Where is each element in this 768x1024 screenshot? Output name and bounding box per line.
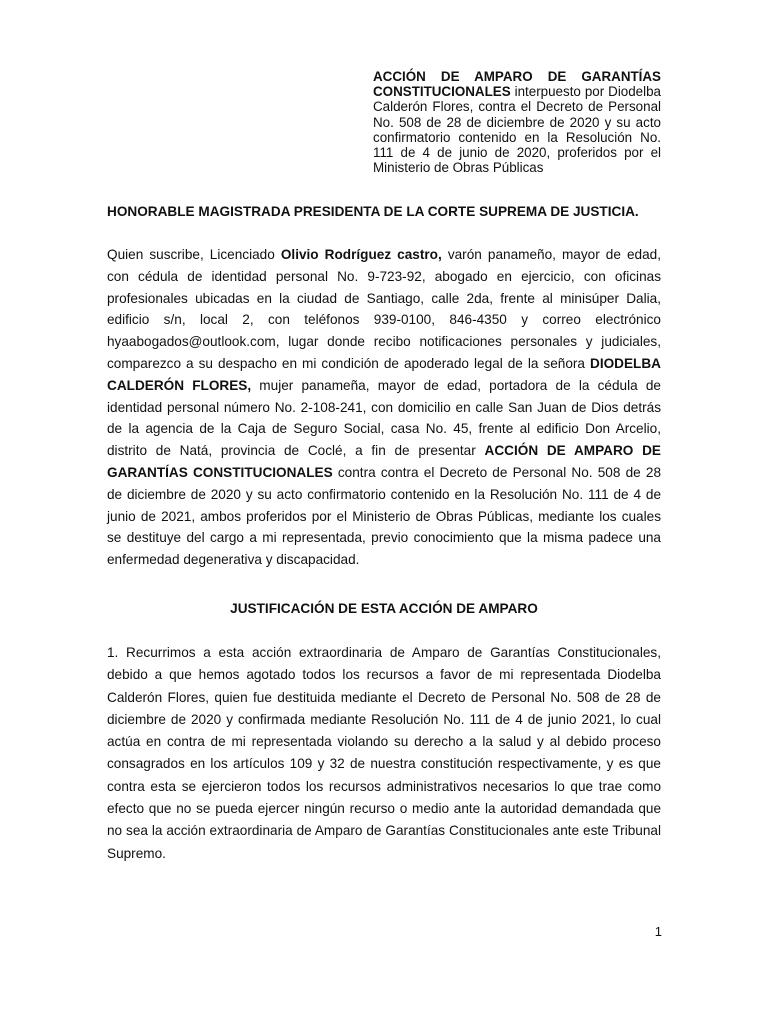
- justification-paragraph-1: 1. Recurrimos a esta acción extraordinaria de Amparo de Garantías Constitucionales, debido a que hemos agotado todos los recursos a favor de mi representada Diodelba Calderón Flores, quien fue destituida mediante el Decreto de Personal No. 508 de 28 de diciembre de 2020 y confirmada mediante Resolución No. 111 de 4 de junio 2021, lo cual actúa en contra de mi representada violando su derecho a la salud y al debido proceso consagrados en los artículos 109 y 32 de nuestra constitución respectivamente, y es que contra esta se ejercieron todos los recursos administrativos necesarios lo que trae como efecto que no se pueda ejercer ningún recurso o medio ante la autoridad demandada que no sea la acción extraordinaria de Amparo de Garantías Constitucionales ante este Tribunal Supremo.: [107, 645, 661, 861]
- intro-text-1: Quien suscribe, Licenciado: [107, 247, 281, 262]
- intro-text-2: varón panameño, mayor de edad, con cédula de identidad personal No. 9-723-92, abogado en ejercicio, con oficinas profesionales ubicadas en la ciudad de Santiago, calle 2da, frente al minisúper Dalia, edificio s/n, local 2, con teléfonos 939-0100, 846-4350 y correo electrónico hyaabogados@outlook.com, lugar donde recibo notificaciones personales y judiciales, comparezco a su despacho en mi condición de apoderado legal de la señora: [107, 247, 661, 371]
- page-number: 1: [654, 924, 662, 939]
- lawyer-name: Olivio Rodríguez castro,: [280, 247, 442, 262]
- client-name: DIODELBA CALDERÓN FLORES,: [107, 355, 661, 393]
- intro-text-4: contra contra el Decreto de Personal No. 508 de 28 de diciembre de 2020 y su acto confirmatorio contenido en la Resolución No. 111 de 4 de junio de 2021, ambos proferidos por el Ministerio de Obras Públicas, mediante los cuales se destituye del cargo a mi representada, previo conocimiento que la misma padece una enfermedad degenerativa y discapacidad.: [107, 464, 662, 568]
- section-title: JUSTIFICACIÓN DE ESTA ACCIÓN DE AMPARO: [230, 601, 538, 616]
- action-name: ACCIÓN DE AMPARO DE GARANTÍAS CONSTITUCIONALES: [107, 443, 662, 480]
- case-heading: [373, 69, 661, 175]
- intro-text-3: mujer panameña, mayor de edad, portadora de la cédula de identidad personal número No. 2-108-241, con domicilio en calle San Juan de Dios detrás de la agencia de la Caja de Seguro Social, casa No. 45, frente al edificio Don Arcelio, distrito de Natá, provincia de Coclé, a fin de presentar: [107, 377, 661, 459]
- intro-paragraph: [107, 244, 661, 571]
- case-title-rest: interpuesto por Diodelba Calderón Flores, contra el Decreto de Personal No. 508 de 28 de diciembre de 2020 y su acto confirmatorio contenido en la Resolución No. 111 de 4 de junio de 2020, proferidos por el Ministerio de Obras Públicas: [373, 84, 661, 176]
- court-address: HONORABLE MAGISTRADA PRESIDENTA DE LA CORTE SUPREMA DE JUSTICIA.: [107, 204, 639, 219]
- case-title-bold: ACCIÓN DE AMPARO DE GARANTÍAS CONSTITUCIONALES: [373, 69, 661, 100]
